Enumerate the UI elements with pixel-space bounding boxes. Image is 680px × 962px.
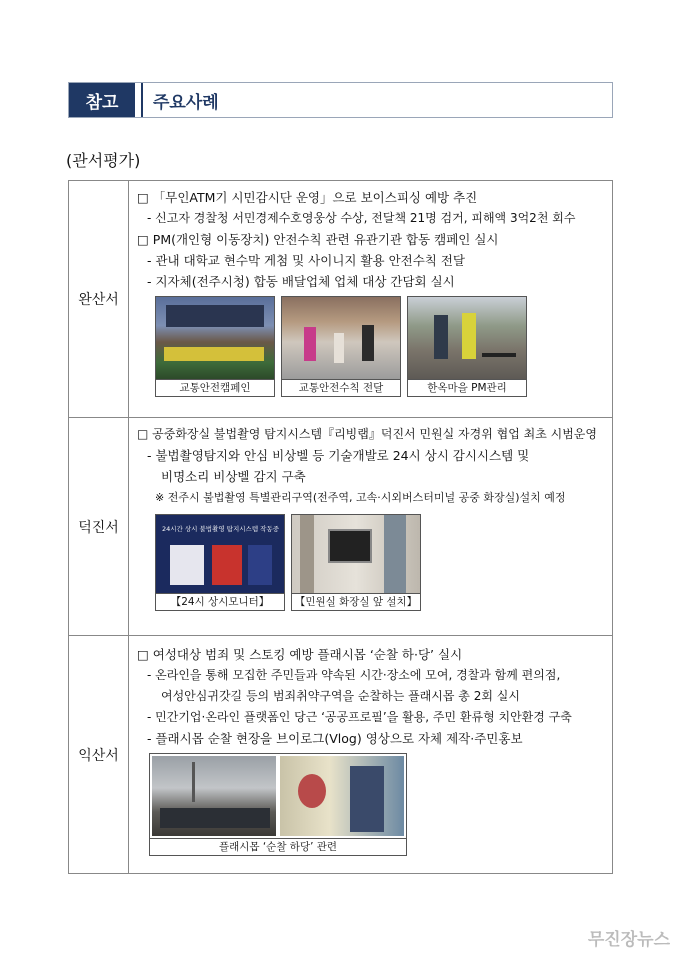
- section-header: [68, 82, 613, 118]
- photo-frame: [155, 514, 285, 611]
- photo-row: [155, 296, 606, 397]
- photo-frame: [291, 514, 421, 611]
- photo-caption: 【24시 상시모니터】: [156, 593, 284, 610]
- photo-caption: 【민원실 화장실 앞 설치】: [292, 593, 420, 610]
- page-subtitle: (관서평가): [66, 151, 141, 170]
- case-line: - 플래시몹 순찰 현장을 브이로그(Vlog) 영상으로 자체 제작·주민홍보: [147, 731, 523, 746]
- header-title: 주요사례: [153, 92, 219, 113]
- installation-photo: [292, 515, 420, 593]
- photo-caption: 교통안전캠페인: [156, 379, 274, 396]
- table-row: [69, 418, 613, 636]
- case-line: - 신고자 경찰청 서민경제수호영웅상 수상, 전달책 21명 검거, 피해액 3억2천 회수: [147, 211, 576, 225]
- case-line: 여성안심귀갓길 등의 범죄취약구역을 순찰하는 플래시몹 총 2회 실시: [161, 689, 520, 703]
- case-line: - 불법촬영탐지와 안심 비상벨 등 기술개발로 24시 상시 감시시스템 및: [147, 448, 530, 463]
- case-line: □ 「무인ATM기 시민감시단 운영」으로 보이스피싱 예방 추진: [137, 190, 478, 205]
- street-photo: [152, 756, 276, 836]
- safety-photo: [282, 297, 400, 379]
- case-body: [129, 636, 613, 874]
- pm-photo: [408, 297, 526, 379]
- photo-pair: [150, 754, 406, 838]
- photo-caption: 한옥마을 PM관리: [408, 379, 526, 396]
- case-line: □ PM(개인형 이동장치) 안전수칙 관련 유관기관 합동 캠페인 실시: [137, 232, 499, 247]
- case-line: □ 여성대상 범죄 및 스토킹 예방 플래시몹 ‘순찰 하·당’ 실시: [137, 647, 463, 662]
- case-line: - 온라인을 통해 모집한 주민들과 약속된 시간·장소에 모여, 경찰과 함께 편의점,: [147, 668, 561, 682]
- case-line: - 관내 대학교 현수막 게첨 및 사이니지 활용 안전수칙 전달: [147, 253, 465, 268]
- photo-frame: [407, 296, 527, 397]
- monitor-photo: [156, 515, 284, 593]
- station-label: 익산서: [69, 636, 129, 874]
- table-row: [69, 181, 613, 418]
- case-line: - 민간기업·온라인 플랫폼인 당근 ‘공공프로필’을 활용, 주민 환류형 치안환경 구축: [147, 710, 572, 724]
- case-body: [129, 181, 613, 418]
- photo-caption: 플래시몹 ‘순찰 하당’ 관련: [150, 838, 406, 855]
- campaign-photo: [156, 297, 274, 379]
- case-body: [129, 418, 613, 636]
- case-line: - 지자체(전주시청) 합동 배달업체 업체 대상 간담회 실시: [147, 274, 455, 289]
- station-label: 완산서: [69, 181, 129, 418]
- header-tag: 참고: [69, 83, 135, 117]
- table-row: [69, 636, 613, 874]
- watermark: 무진장뉴스: [587, 930, 670, 950]
- monitor-title: 24시간 상시 불법촬영 탐지시스템 작동중: [162, 525, 279, 533]
- photo-row: [155, 514, 606, 611]
- flashmob-photo: [280, 756, 404, 836]
- photo-frame: [281, 296, 401, 397]
- station-label: 덕진서: [69, 418, 129, 636]
- photo-row: [149, 753, 407, 856]
- cases-table: [68, 180, 613, 874]
- photo-caption: 교통안전수칙 전달: [282, 379, 400, 396]
- case-line: □ 공중화장실 불법촬영 탐지시스템『리빙랩』덕진서 민원실 자경위 협업 최초 시범운영: [137, 427, 597, 441]
- case-note: ※ 전주시 불법촬영 특별관리구역(전주역, 고속·시외버스터미널 공중 화장실)설치 예정: [155, 491, 566, 504]
- case-line: 비명소리 비상벨 감지 구축: [161, 469, 306, 484]
- photo-frame: [155, 296, 275, 397]
